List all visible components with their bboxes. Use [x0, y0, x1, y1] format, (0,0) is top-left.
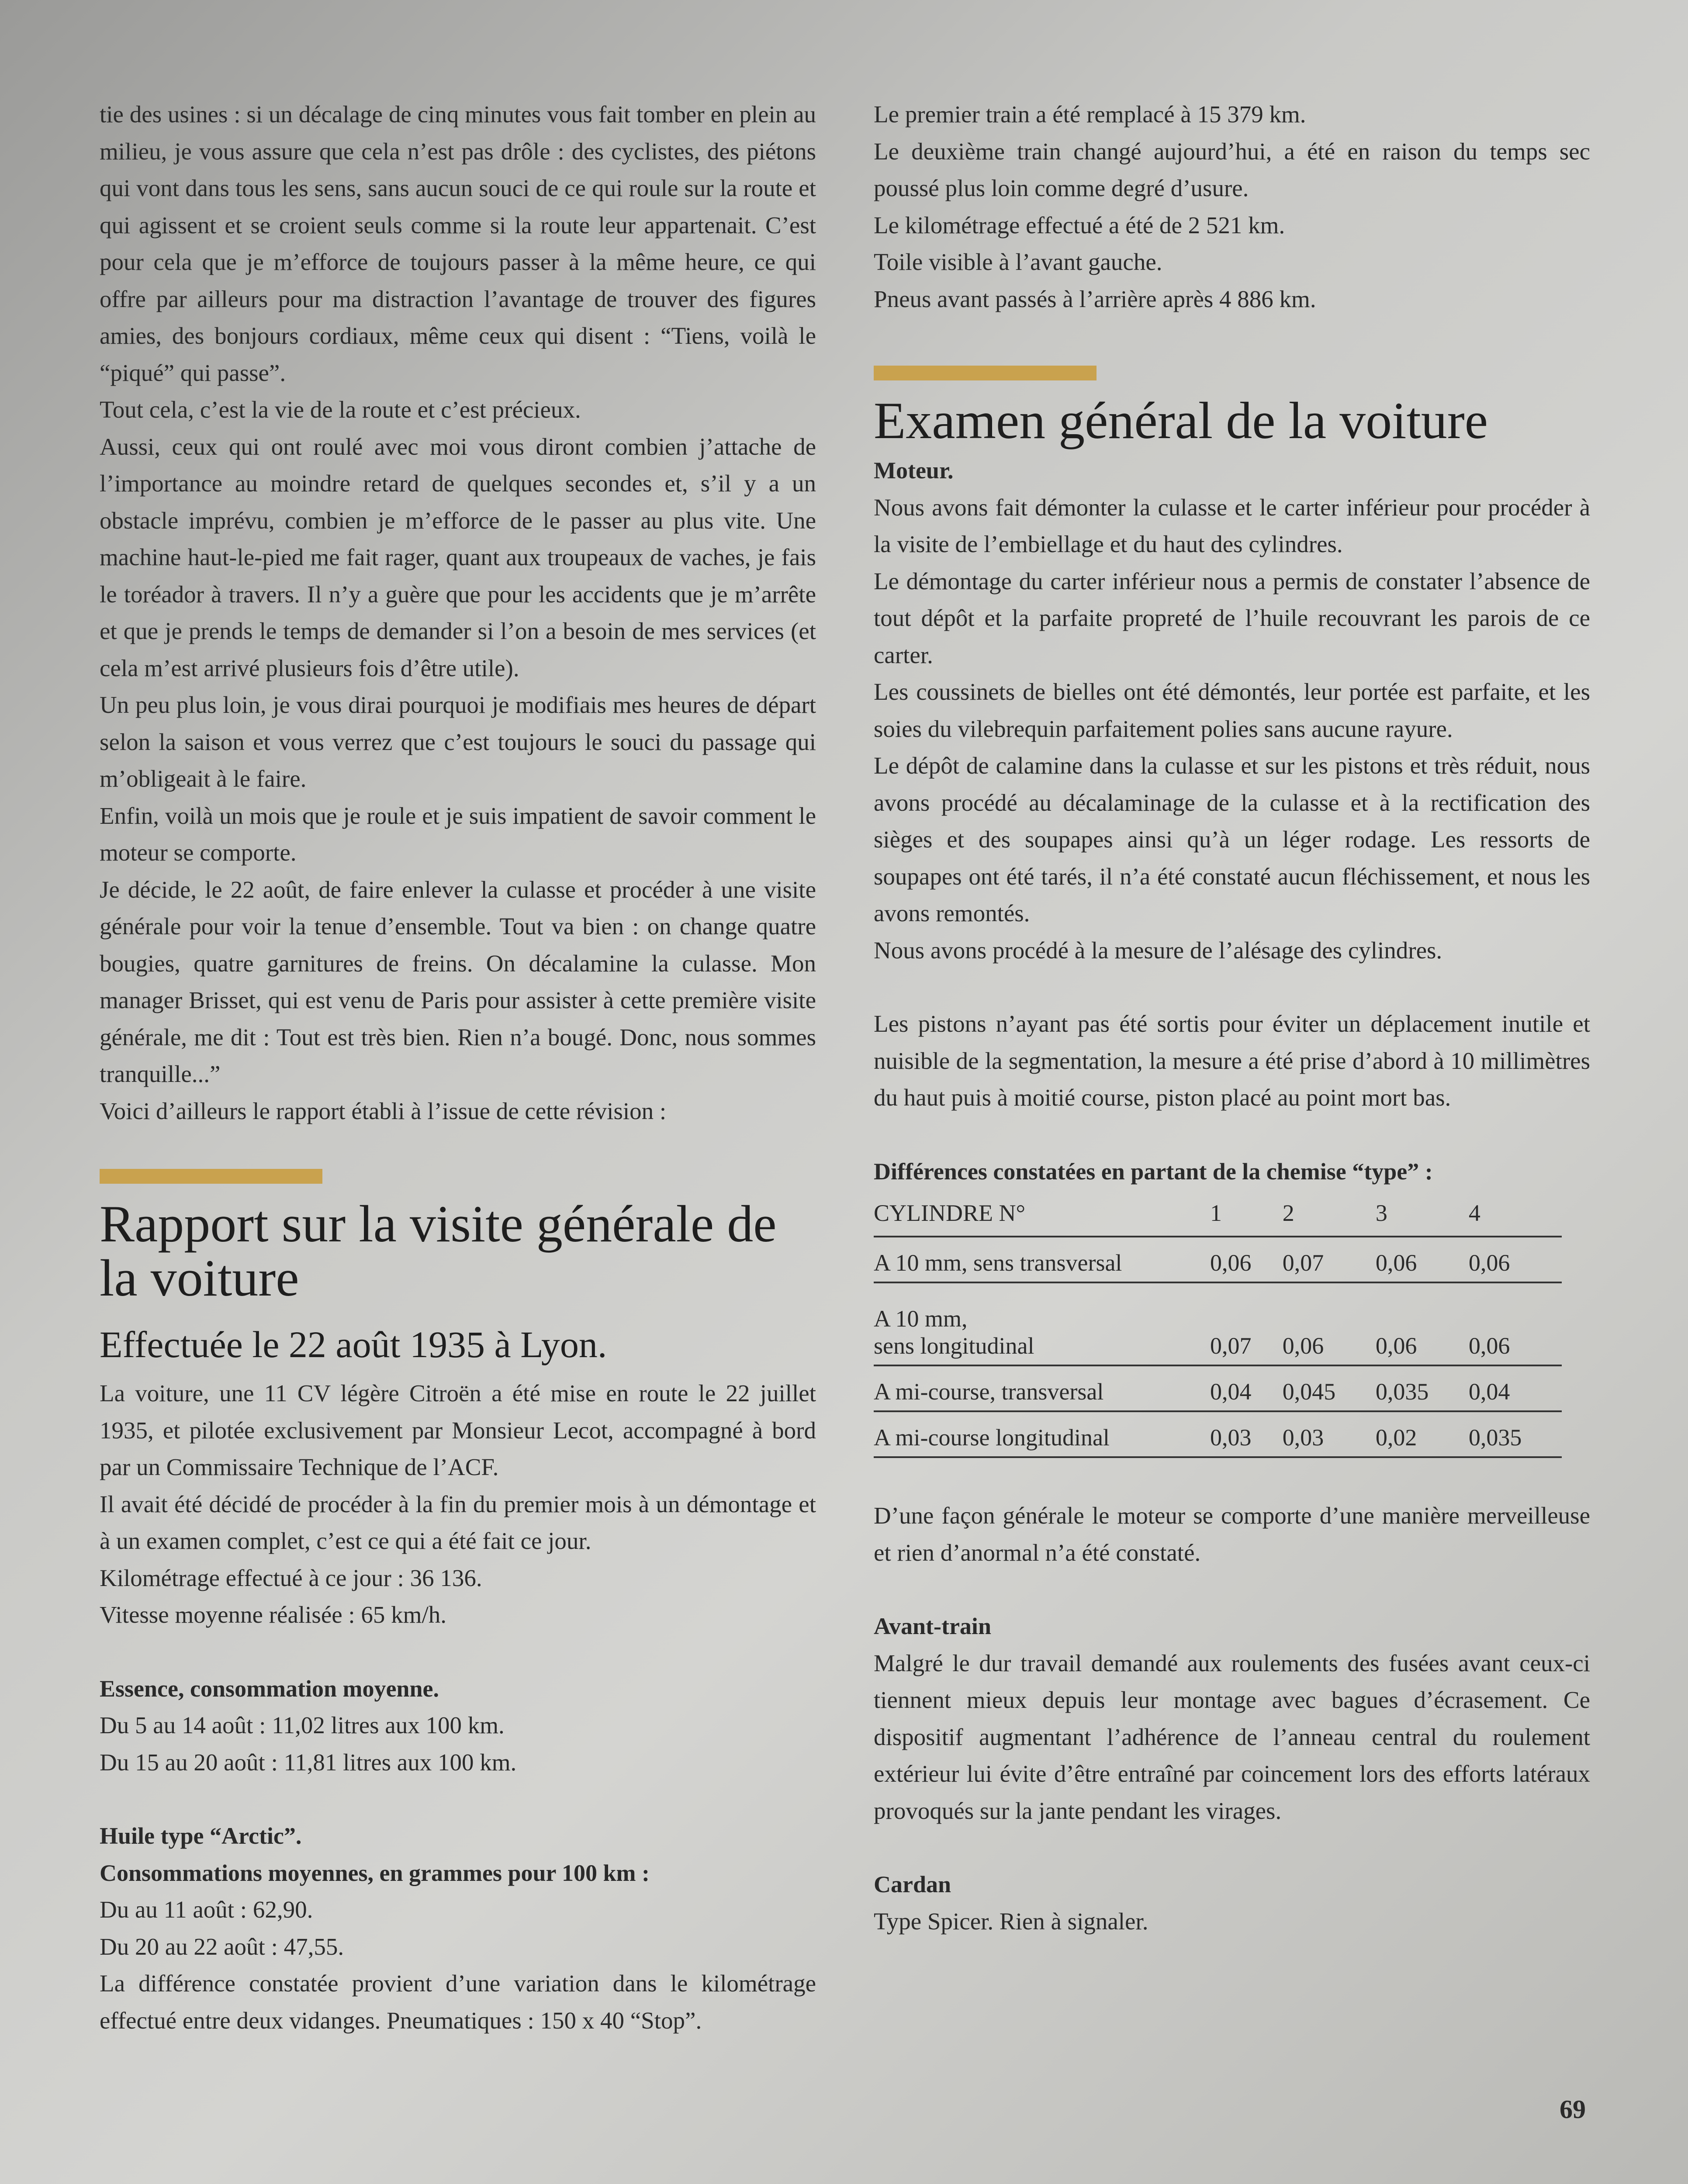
report-line: Kilométrage effectué à ce jour : 36 136.: [100, 1564, 482, 1591]
table-cell: 0,06: [1469, 1282, 1562, 1365]
section-heading: Rapport sur la visite générale de la voiture: [100, 1195, 777, 1307]
huile-line: Du au 11 août : 62,90.: [100, 1896, 313, 1923]
section-accent-bar: [100, 1169, 322, 1184]
table-cell: 0,04: [1210, 1365, 1283, 1411]
body-paragraph: Le kilométrage effectué a été de 2 521 km.: [874, 211, 1285, 238]
table-header-cell: 2: [1283, 1190, 1376, 1237]
table-row: [874, 1365, 1562, 1411]
body-paragraph: Enfin, voilà un mois que je roule et je suis impatient de savoir comment le moteur se comporte.: [100, 802, 816, 866]
pistons-paragraph: Les pistons n’ayant pas été sortis pour éviter un déplacement inutile et nuisible de la segmentation, la mesure a été prise d’abord à 10 millimètres du haut puis à moitié course, piston placé au point mort bas.: [874, 1010, 1590, 1111]
body-paragraph: Le deuxième train changé aujourd’hui, a été en raison du temps sec poussé plus loin comme degré d’usure.: [874, 138, 1590, 201]
table-cell: 0,03: [1210, 1411, 1283, 1457]
report-paragraph: La voiture, une 11 CV légère Citroën a été mise en route le 22 juillet 1935, et pilotée exclusivement par Monsieur Lecot, accompagné à bord par un Commissaire Technique de l’ACF.: [100, 1380, 816, 1480]
table-row: [874, 1282, 1562, 1365]
table-header-row: [874, 1190, 1562, 1237]
table-header-cell: 3: [1376, 1190, 1469, 1237]
moteur-paragraph: Nous avons fait démonter la culasse et le carter inférieur pour procéder à la visite de l’embiellage et du haut des cylindres.: [874, 494, 1590, 557]
body-paragraph: Le premier train a été remplacé à 15 379 km.: [874, 101, 1306, 128]
table-cell: 0,045: [1283, 1365, 1376, 1411]
avant-train-paragraph: Malgré le dur travail demandé aux roulements des fusées avant ceux-ci tiennent mieux depuis leur montage avec bagues d’écrasement. Ce dispositif augmentant l’adhérence de l’anneau central du roulement extérieur lui évite d’être entraîné par coincement lors des efforts latéraux provoqués sur la jante pendant les virages.: [874, 1649, 1590, 1824]
table-cell: 0,06: [1376, 1282, 1469, 1365]
table-row: [874, 1237, 1562, 1282]
table-row: [874, 1411, 1562, 1457]
page-number: 69: [1560, 2095, 1586, 2124]
huile-subtitle: Consommations moyennes, en grammes pour 100 km :: [100, 1859, 650, 1886]
cylinder-table: [874, 1190, 1562, 1458]
table-cell: 0,06: [1469, 1237, 1562, 1282]
body-paragraph: Aussi, ceux qui ont roulé avec moi vous diront combien j’attache de l’importance au moindre retard de quelques secondes et, s’il y a un obstacle imprévu, combien je m’efforce de le passer au plus vite. Une machine haut-le-pied me fait rager, quant aux troupeaux de vaches, je fais le toréador à travers. Il n’y a guère que pour les accidents que je m’arrête et que je prends le temps de demander si l’on a besoin de mes services (et cela m’est arrivé plusieurs fois d’être utile).: [100, 433, 816, 681]
table-cell: 0,07: [1210, 1282, 1283, 1365]
avant-train-title: Avant-train: [874, 1613, 991, 1639]
right-column: [874, 96, 1590, 1940]
table-header-cell: 4: [1469, 1190, 1562, 1237]
section-heading: Examen général de la voiture: [874, 391, 1488, 449]
body-paragraph: Tout cela, c’est la vie de la route et c’est précieux.: [100, 396, 581, 423]
moteur-paragraph: Le dépôt de calamine dans la culasse et sur les pistons et très réduit, nous avons procédé au décalaminage de la culasse et à la rectification des sièges et des soupapes ainsi qu’à un léger rodage. Les ressorts de soupapes ont été tarés, il n’a été constaté aucun fléchissement, et nous les avons remontés.: [874, 752, 1590, 926]
moteur-paragraph: Les coussinets de bielles ont été démontés, leur portée est parfaite, et les soies du vilebrequin parfaitement polies sans aucune rayure.: [874, 678, 1590, 742]
essence-line: Du 15 au 20 août : 11,81 litres aux 100 km.: [100, 1749, 517, 1776]
table-header-cell: 1: [1210, 1190, 1283, 1237]
table-cell: 0,06: [1210, 1237, 1283, 1282]
left-column: [100, 96, 816, 2039]
row-label: A mi-course longitudinal: [874, 1411, 1210, 1457]
table-header-cell: CYLINDRE N°: [874, 1190, 1210, 1237]
row-label: A 10 mm, sens transversal: [874, 1237, 1210, 1282]
body-paragraph: Pneus avant passés à l’arrière après 4 886 km.: [874, 285, 1316, 312]
essence-line: Du 5 au 14 août : 11,02 litres aux 100 km.: [100, 1712, 505, 1738]
body-paragraph: Toile visible à l’avant gauche.: [874, 249, 1162, 275]
table-cell: 0,07: [1283, 1237, 1376, 1282]
report-line: Vitesse moyenne réalisée : 65 km/h.: [100, 1601, 446, 1628]
section-subheading: Effectuée le 22 août 1935 à Lyon.: [100, 1324, 607, 1365]
cardan-paragraph: Type Spicer. Rien à signaler.: [874, 1908, 1148, 1935]
table-title: Différences constatées en partant de la chemise “type” :: [874, 1158, 1433, 1185]
moteur-paragraph: Nous avons procédé à la mesure de l’alésage des cylindres.: [874, 936, 1442, 964]
table-cell: 0,06: [1283, 1282, 1376, 1365]
table-cell: 0,06: [1376, 1237, 1469, 1282]
row-label: A 10 mm, sens longitudinal: [874, 1282, 1210, 1365]
essence-title: Essence, consommation moyenne.: [100, 1675, 439, 1702]
table-cell: 0,03: [1283, 1411, 1376, 1457]
huile-title: Huile type “Arctic”.: [100, 1823, 302, 1849]
body-paragraph: tie des usines : si un décalage de cinq minutes vous fait tomber en plein au milieu, je vous assure que cela n’est pas drôle : des cyclistes, des piétons qui vont dans tous les sens, sans aucun souci de ce qui roule sur la route et qui agissent et se croient seuls comme si la route leur appartenait. C’est pour cela que je m’efforce de toujours passer à la même heure, ce qui offre par ailleurs pour ma distraction l’avantage de trouver des figures amies, des bonjours cordiaux, même ceux qui disent : “Tiens, voilà le “piqué” qui passe”.: [100, 101, 816, 386]
body-paragraph: Un peu plus loin, je vous dirai pourquoi je modifiais mes heures de départ selon la saison et vous verrez que c’est toujours le souci du passage qui m’obligeait à le faire.: [100, 691, 816, 792]
section-accent-bar: [874, 366, 1097, 380]
cardan-title: Cardan: [874, 1871, 951, 1897]
moteur-paragraph: Le démontage du carter inférieur nous a permis de constater l’absence de tout dépôt et la parfaite propreté de l’huile recouvrant les parois de ce carter.: [874, 567, 1590, 668]
table-cell: 0,035: [1376, 1365, 1469, 1411]
report-paragraph: Il avait été décidé de procéder à la fin du premier mois à un démontage et à un examen complet, c’est ce qui a été fait ce jour.: [100, 1490, 816, 1554]
body-paragraph: Voici d’ailleurs le rapport établi à l’issue de cette révision :: [100, 1097, 667, 1124]
conclusion-paragraph: D’une façon générale le moteur se comporte d’une manière merveilleuse et rien d’anormal n’a été constaté.: [874, 1502, 1590, 1566]
huile-line: Du 20 au 22 août : 47,55.: [100, 1933, 344, 1960]
row-label: A mi-course, transversal: [874, 1365, 1210, 1411]
table-cell: 0,02: [1376, 1411, 1469, 1457]
table-cell: 0,04: [1469, 1365, 1562, 1411]
huile-line: La différence constatée provient d’une variation dans le kilométrage effectué entre deux vidanges. Pneumatiques : 150 x 40 “Stop”.: [100, 1970, 816, 2034]
body-paragraph: Je décide, le 22 août, de faire enlever la culasse et procéder à une visite générale pour voir la tenue d’ensemble. Tout va bien : on change quatre bougies, quatre garnitures de freins. On décalamine la culasse. Mon manager Brisset, qui est venu de Paris pour assister à cette première visite générale, me dit : Tout est très bien. Rien n’a bougé. Donc, nous sommes tranquille...”: [100, 876, 816, 1087]
table-cell: 0,035: [1469, 1411, 1562, 1457]
moteur-title: Moteur.: [874, 457, 954, 484]
